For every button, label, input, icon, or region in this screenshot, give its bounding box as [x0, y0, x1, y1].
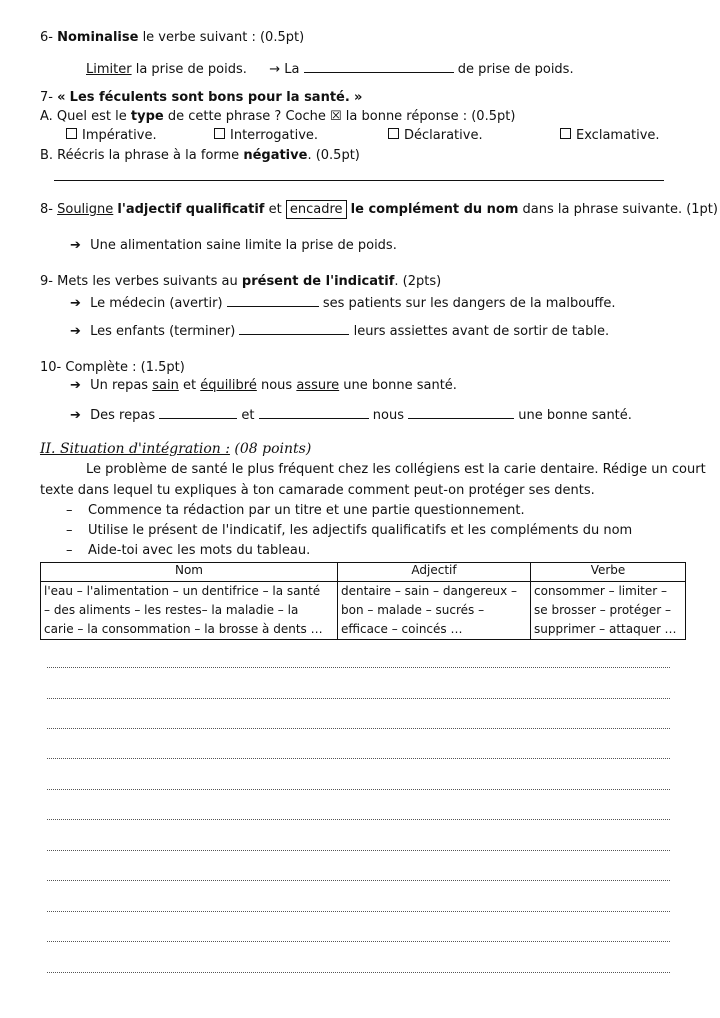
writing-line[interactable]: [47, 789, 670, 790]
q9-title: 9- Mets les verbes suivants au présent de l'indicatif. (2pts): [40, 274, 442, 289]
q8-sentence: ➔ Une alimentation saine limite la prise de poids.: [70, 238, 397, 253]
instruction-1: Commence ta rédaction par un titre et une partie questionnement.: [88, 503, 525, 518]
q8-title: 8- Souligne l'adjectif qualificatif et encadre le complément du nom dans la phrase suivante. (1pt): [40, 202, 718, 217]
arrow-icon: →: [269, 62, 281, 77]
q10-blank-1[interactable]: [159, 406, 237, 419]
arrow-icon: ➔: [70, 378, 81, 393]
writing-line[interactable]: [47, 667, 670, 668]
writing-line[interactable]: [47, 850, 670, 851]
instruction-2: Utilise le présent de l'indicatif, les adjectifs qualificatifs et les compléments du nom: [88, 523, 633, 538]
q9-blank-2[interactable]: [239, 322, 349, 335]
writing-line[interactable]: [47, 758, 670, 759]
word-table: [40, 562, 686, 640]
table-header-nom: Nom: [41, 563, 338, 582]
q10-line-1: ➔ Un repas sain et équilibré nous assure une bonne santé.: [70, 378, 457, 393]
checkbox[interactable]: [214, 128, 225, 139]
writing-line[interactable]: [47, 698, 670, 699]
writing-line[interactable]: [47, 880, 670, 881]
q10-blank-3[interactable]: [408, 406, 514, 419]
writing-line[interactable]: [47, 728, 670, 729]
checkbox[interactable]: [388, 128, 399, 139]
q10-title: 10- Complète : (1.5pt): [40, 360, 185, 375]
q6-answer-line: Limiter la prise de poids. → La de prise de poids.: [86, 62, 574, 77]
q9-blank-1[interactable]: [227, 294, 319, 307]
q7-option-3[interactable]: Déclarative.: [388, 128, 483, 144]
checkbox[interactable]: [66, 128, 77, 139]
q7-part-a: A. Quel est le type de cette phrase ? Coche ☒ la bonne réponse : (0.5pt): [40, 109, 516, 124]
encadre-box: encadre: [286, 200, 347, 219]
checkbox[interactable]: [560, 128, 571, 139]
table-cell-adjectif: dentaire – sain – dangereux – bon – malade – sucrés – efficace – coincés …: [338, 582, 531, 640]
section-2-para-line-2: texte dans lequel tu expliques à ton camarade comment peut-on protéger ses dents.: [40, 483, 595, 498]
q7-part-b: B. Réécris la phrase à la forme négative. (0.5pt): [40, 148, 360, 163]
q7-option-4[interactable]: Exclamative.: [560, 128, 660, 144]
bullet-dash: –: [66, 523, 73, 538]
writing-line[interactable]: [47, 819, 670, 820]
table-cell-verbe: consommer – limiter – se brosser – protéger – supprimer – attaquer …: [531, 582, 686, 640]
writing-line[interactable]: [47, 972, 670, 973]
q7-title: 7- « Les féculents sont bons pour la santé. »: [40, 90, 363, 105]
arrow-icon: ➔: [70, 238, 81, 253]
instruction-3: Aide-toi avec les mots du tableau.: [88, 543, 311, 558]
q10-line-2: ➔ Des repas et nous une bonne santé.: [70, 408, 632, 423]
table-cell-nom: l'eau – l'alimentation – un dentifrice – la santé – des aliments – les restes– la maladie – la carie – la consommation – la brosse à dents …: [41, 582, 338, 640]
q10-blank-2[interactable]: [259, 406, 369, 419]
q6-blank[interactable]: [304, 60, 454, 73]
q6-title: 6- Nominalise le verbe suivant : (0.5pt): [40, 30, 305, 45]
arrow-icon: ➔: [70, 296, 81, 311]
q7-option-2[interactable]: Interrogative.: [214, 128, 318, 144]
q7-option-1[interactable]: Impérative.: [66, 128, 157, 144]
writing-line[interactable]: [47, 941, 670, 942]
q7-answer-line[interactable]: [54, 180, 664, 181]
arrow-icon: ➔: [70, 408, 81, 423]
arrow-icon: ➔: [70, 324, 81, 339]
q9-line-1: ➔ Le médecin (avertir) ses patients sur les dangers de la malbouffe.: [70, 296, 616, 311]
section-2-para-line-1: Le problème de santé le plus fréquent chez les collégiens est la carie dentaire. Rédige un court: [86, 462, 706, 477]
q9-line-2: ➔ Les enfants (terminer) leurs assiettes avant de sortir de table.: [70, 324, 610, 339]
table-header-adjectif: Adjectif: [338, 563, 531, 582]
writing-line[interactable]: [47, 911, 670, 912]
bullet-dash: –: [66, 543, 73, 558]
bullet-dash: –: [66, 503, 73, 518]
table-header-verbe: Verbe: [531, 563, 686, 582]
section-2-title: II. Situation d'intégration : (08 points): [40, 441, 312, 457]
